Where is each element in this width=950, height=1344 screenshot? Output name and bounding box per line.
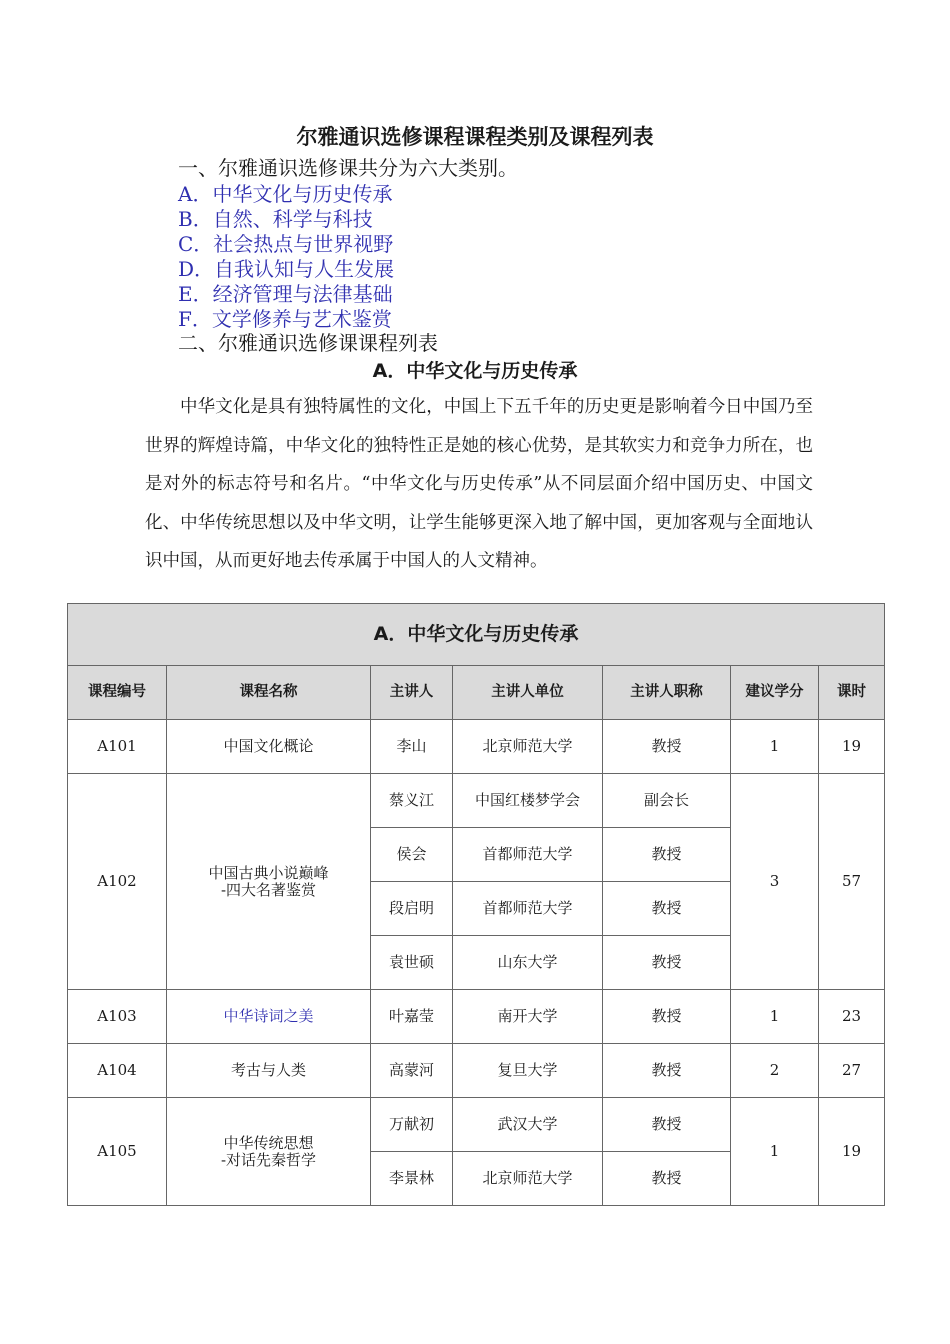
category-item-e[interactable]: E．经济管理与法律基础	[178, 282, 393, 306]
lecturer-unit: 复旦大学	[453, 1044, 603, 1098]
category-item-a[interactable]: A．中华文化与历史传承	[178, 182, 393, 206]
course-name-line: 考古与人类	[230, 1061, 306, 1079]
lecturer-title: 教授	[603, 990, 731, 1044]
lecturer-name: 段启明	[371, 882, 453, 936]
course-name	[167, 774, 371, 990]
course-id: A101	[68, 720, 167, 774]
category-item-f[interactable]: F．文学修养与艺术鉴赏	[178, 307, 392, 331]
course-hours: 23	[819, 990, 885, 1044]
lecturer-name: 侯会	[371, 828, 453, 882]
course-credits: 1	[731, 990, 819, 1044]
lecturer-title: 教授	[603, 828, 731, 882]
category-item-c[interactable]: C．社会热点与世界视野	[178, 232, 394, 256]
lecturer-unit: 山东大学	[453, 936, 603, 990]
lecturer-name: 高蒙河	[371, 1044, 453, 1098]
intro-paragraph: 中华文化是具有独特属性的文化，中国上下五千年的历史更是影响着今日中国乃至世界的辉煌诗篇，中华文化的独特性正是她的核心优势，是其软实力和竞争力所在，也是对外的标志符号和名片。“中华文化与历史传承”从不同层面介绍中国历史、中国文化、中华传统思想以及中华文明，让学生能够更深入地了解中国，更加客观与全面地认识中国，从而更好地去传承属于中国人的人文精神。	[145, 397, 813, 571]
column-header: 主讲人职称	[603, 666, 731, 720]
course-credits: 1	[731, 720, 819, 774]
heading-course-list: 二、尔雅通识选修课课程列表	[178, 331, 438, 355]
heading-categories: 一、尔雅通识选修课共分为六大类别。	[178, 156, 518, 180]
course-name	[167, 720, 371, 774]
table-row	[68, 1098, 885, 1152]
lecturer-unit: 首都师范大学	[453, 882, 603, 936]
category-list	[178, 182, 394, 332]
lecturer-name: 李山	[371, 720, 453, 774]
lecturer-unit: 北京师范大学	[453, 1152, 603, 1206]
page-title: 尔雅通识选修课程课程类别及课程列表	[296, 125, 654, 149]
lecturer-unit: 北京师范大学	[453, 720, 603, 774]
course-table	[67, 603, 885, 1206]
course-credits: 1	[731, 1098, 819, 1206]
lecturer-title: 教授	[603, 1152, 731, 1206]
lecturer-title: 教授	[603, 936, 731, 990]
table-caption: A．中华文化与历史传承	[68, 604, 885, 666]
course-name-line: -四大名著鉴赏	[220, 880, 317, 899]
table-header-row	[68, 666, 885, 720]
lecturer-name: 李景林	[371, 1152, 453, 1206]
lecturer-unit: 南开大学	[453, 990, 603, 1044]
section-title: A．中华文化与历史传承	[372, 360, 578, 382]
lecturer-title: 教授	[603, 1098, 731, 1152]
course-credits: 3	[731, 774, 819, 990]
column-header: 主讲人单位	[453, 666, 603, 720]
course-id: A105	[68, 1098, 167, 1206]
course-id: A102	[68, 774, 167, 990]
column-header: 主讲人	[371, 666, 453, 720]
course-name	[167, 1098, 371, 1206]
column-header: 建议学分	[731, 666, 819, 720]
course-name-line: 中华传统思想	[223, 1133, 314, 1152]
column-header: 课程名称	[167, 666, 371, 720]
course-name-line: 中国文化概论	[223, 737, 314, 755]
course-hours: 57	[819, 774, 885, 990]
lecturer-title: 教授	[603, 1044, 731, 1098]
lecturer-title: 教授	[603, 882, 731, 936]
lecturer-title: 教授	[603, 720, 731, 774]
lecturer-name: 万献初	[371, 1098, 453, 1152]
course-name-link[interactable]	[167, 990, 371, 1044]
lecturer-unit: 首都师范大学	[453, 828, 603, 882]
lecturer-name: 叶嘉莹	[371, 990, 453, 1044]
table-row	[68, 774, 885, 828]
table-caption-row	[68, 604, 885, 666]
lecturer-unit: 中国红楼梦学会	[453, 774, 603, 828]
course-hours: 19	[819, 720, 885, 774]
column-header: 课程编号	[68, 666, 167, 720]
course-name-line: -对话先秦哲学	[220, 1150, 317, 1169]
lecturer-name: 袁世硕	[371, 936, 453, 990]
lecturer-unit: 武汉大学	[453, 1098, 603, 1152]
course-id: A104	[68, 1044, 167, 1098]
lecturer-title: 副会长	[603, 774, 731, 828]
category-item-b[interactable]: B．自然、科学与科技	[178, 207, 373, 231]
course-name-line: 中国古典小说巅峰	[208, 863, 329, 882]
table-row	[68, 1044, 885, 1098]
course-credits: 2	[731, 1044, 819, 1098]
course-id: A103	[68, 990, 167, 1044]
course-name	[167, 1044, 371, 1098]
lecturer-name: 蔡义江	[371, 774, 453, 828]
course-name-line[interactable]: 中华诗词之美	[223, 1007, 314, 1025]
table-row	[68, 720, 885, 774]
category-item-d[interactable]: D．自我认知与人生发展	[178, 257, 395, 281]
table-row	[68, 990, 885, 1044]
column-header: 课时	[819, 666, 885, 720]
course-hours: 19	[819, 1098, 885, 1206]
course-hours: 27	[819, 1044, 885, 1098]
